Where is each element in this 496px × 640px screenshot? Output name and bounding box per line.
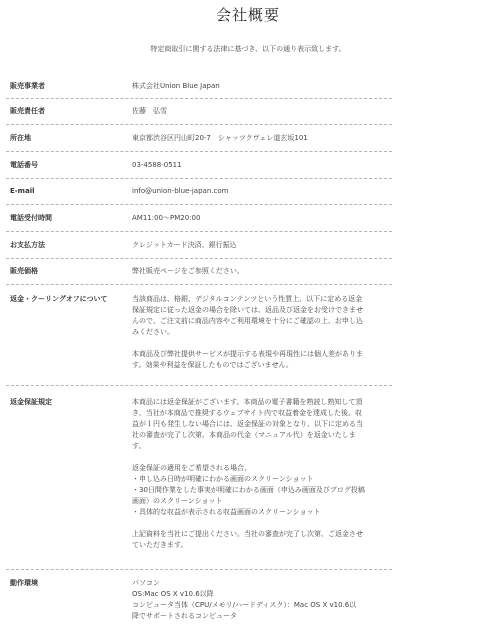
table-row [6, 179, 392, 205]
row-label: 動作環境 [10, 579, 38, 587]
row-label: 返金保証規定 [10, 398, 52, 406]
email-link[interactable]: info@union-blue-japan.com [132, 187, 229, 195]
page-title: 会社概要 [215, 6, 280, 24]
table-row [6, 152, 392, 179]
row-value: 当該商品は、格銀、デジタルコンテンツという性質上、以下に定める返金 保証規定に従った返金の場合を除いては、返品及び返金をお受けできませ んので、ご注文前に商品内容やご利用環境を十分にご確認の上、お申し込 みください。 本商品及び弊社提供サービスが提示する表現や再現性には個人差がありま す。効果や利益を保証したものではございません。 [132, 295, 363, 369]
row-value: AM11:00～PM20:00 [132, 213, 201, 222]
row-label: E-mail [10, 187, 35, 195]
row-label: お支払方法 [10, 240, 45, 249]
row-label: 販売責任者 [10, 107, 45, 115]
row-value: クレジットカード決済、銀行振込 [132, 240, 237, 249]
table-row [6, 205, 392, 232]
table-row [6, 74, 392, 99]
table-row [6, 570, 392, 630]
row-value: 03-4588-0511 [132, 160, 182, 169]
company-info-table [6, 74, 392, 630]
row-label: 販売価格 [10, 267, 38, 275]
row-label: 販売事業者 [10, 81, 45, 90]
table-row [6, 125, 392, 152]
row-value: 本商品には返金保証がございます。本商品の電子書籍を熟読し熟知して頂 き、当社が本商品で推奨するウェブサイト内で収益着金を達成した後、収 益が１円も発生しない場合には、返金保証の対象となり、以下に定める当 社の審査が完了し次第、本商品の代金（マニュアル代）を返金いたしま す。 返金保証の適用をご希望される場合、 ・申し込み日時が明確にわかる画面のスクリーンショット ・30日間作業をした事実が明確にわかる画面（申込み画面及びブログ投稿 画面）のスクリーンショット ・具体的な収益が表示される収益画面のスクリーンショット 上記資料を当社にご提出ください。当社の審査が完了し次第、ご返金させ ていただきます。 [132, 398, 365, 549]
row-label: 電話番号 [10, 160, 38, 169]
row-value: 佐藤 弘雪 [132, 107, 167, 115]
row-value [132, 186, 392, 197]
table-row [6, 259, 392, 285]
row-value: 弊社販売ページをご参照ください。 [132, 267, 244, 275]
row-value: 東京都渋谷区円山町20-7 シャッツクヴェレ道玄坂101 [132, 133, 308, 142]
row-label: 所在地 [10, 133, 31, 142]
intro-text: 特定商取引に関する法律に基づき、以下の通り表示致します。 [150, 45, 346, 53]
row-value: 株式会社Union Blue Japan [132, 81, 220, 90]
row-value: パソコン OS:Mac OS X v10.6以降 コンピュータ当体（CPU/メモリ/ハードディスク）：Mac OS X v10.6以 降でサポートされるコンピュータ [132, 579, 357, 620]
table-row [6, 386, 392, 570]
table-row [6, 232, 392, 259]
row-label: 電話受付時間 [10, 213, 52, 222]
table-row [6, 99, 392, 125]
row-label: 返金・クーリングオフについて [10, 295, 108, 303]
table-row [6, 285, 392, 386]
